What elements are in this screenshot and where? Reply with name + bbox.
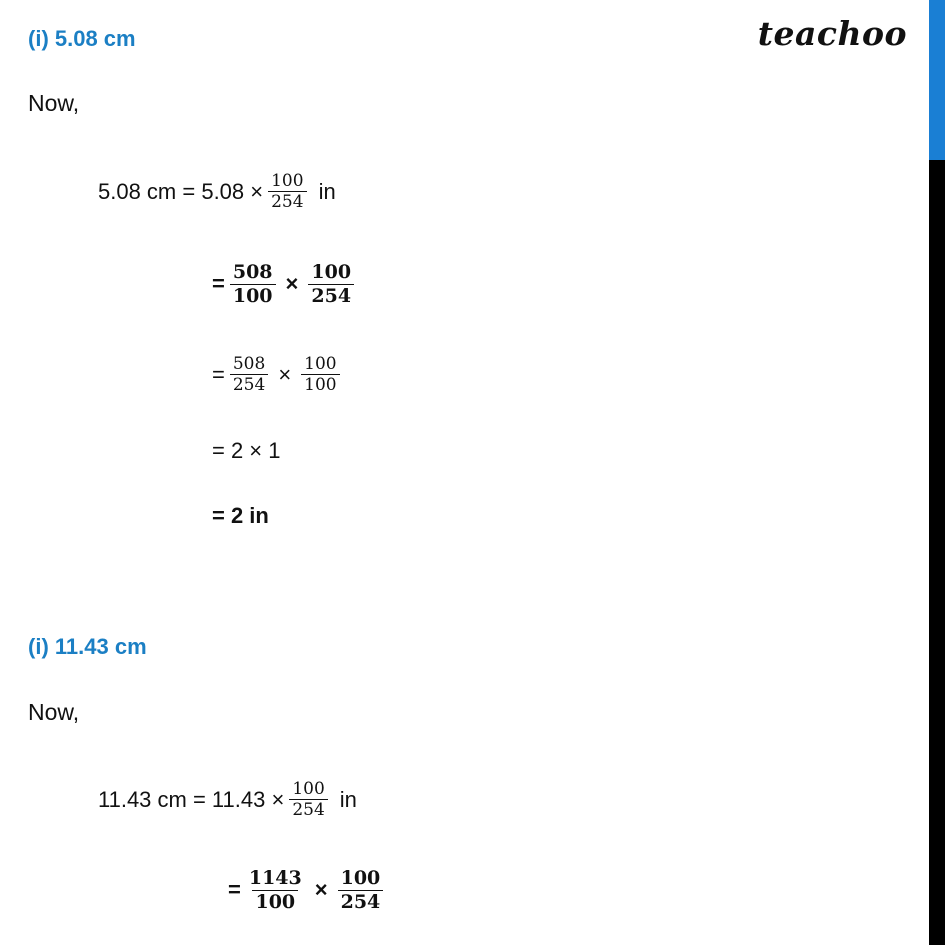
fraction-numerator: 508 xyxy=(232,261,273,283)
fraction xyxy=(308,262,354,306)
equation-line xyxy=(228,868,388,912)
fraction-denominator: 100 xyxy=(301,374,339,394)
equation-line xyxy=(98,780,357,820)
fraction-numerator: 100 xyxy=(271,171,304,191)
fraction-denominator: 100 xyxy=(252,890,298,913)
fraction xyxy=(246,868,305,912)
fraction-denominator: 254 xyxy=(289,799,327,819)
multiply-sign: × xyxy=(285,271,299,297)
fraction-denominator: 254 xyxy=(308,284,354,307)
section-intro-2: Now, xyxy=(28,699,80,725)
equals-sign: = xyxy=(212,361,225,387)
fraction-denominator: 254 xyxy=(268,191,306,211)
section-intro-1: Now, xyxy=(28,90,80,116)
teachoo-logo: teachoo xyxy=(757,14,907,53)
equation-line xyxy=(98,172,336,212)
fraction xyxy=(301,355,339,395)
fraction-numerator: 1143 xyxy=(248,867,302,889)
fraction xyxy=(230,355,268,395)
equals-sign: = xyxy=(228,877,241,903)
multiply-sign: × xyxy=(314,877,328,903)
fraction xyxy=(338,868,384,912)
fraction-denominator: 254 xyxy=(230,374,268,394)
equation-line xyxy=(212,355,345,395)
equals-sign: = xyxy=(212,271,225,297)
fraction-denominator: 100 xyxy=(230,284,276,307)
equation-result: = 2 in xyxy=(212,503,269,528)
equation-unit: in xyxy=(318,178,336,204)
fraction-numerator: 508 xyxy=(232,354,266,374)
equation-unit: in xyxy=(339,786,357,812)
fraction-numerator: 100 xyxy=(311,261,352,283)
fraction-numerator: 100 xyxy=(340,867,381,889)
fraction xyxy=(268,172,306,212)
equation-lhs: 11.43 cm = 11.43 × xyxy=(98,786,285,812)
fraction-numerator: 100 xyxy=(292,779,325,799)
scrollbar-track[interactable] xyxy=(929,0,945,945)
equation-line: = 2 × 1 xyxy=(212,438,281,463)
scrollbar-thumb[interactable] xyxy=(929,0,945,160)
equation-line xyxy=(212,262,359,306)
fraction-numerator: 100 xyxy=(304,354,337,374)
equation-lhs: 5.08 cm = 5.08 × xyxy=(98,178,264,204)
fraction xyxy=(230,262,276,306)
multiply-sign: × xyxy=(278,361,292,387)
section-heading-2: (i) 11.43 cm xyxy=(28,634,147,659)
fraction xyxy=(289,780,327,820)
section-heading-1: (i) 5.08 cm xyxy=(28,26,136,51)
fraction-denominator: 254 xyxy=(338,890,384,913)
